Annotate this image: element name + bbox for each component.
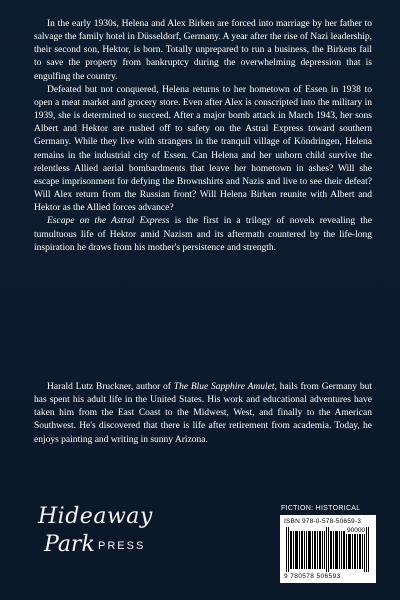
genre-label: FICTION: HISTORICAL (281, 505, 361, 512)
author-bio-rest: , hails from Germany but has spent his adult life in the United States. His work and educational adventures have taken him from the East Coast to the Midwest, West, and finally to the American Southwest. He's discovered that there is life after retirement from academia. Today, he enjoys painting and writing in sunny Arizona. (34, 382, 372, 445)
isbn-number: ISBN 978-0-578-50659-3 (284, 518, 362, 525)
author-bio-paragraph (34, 381, 372, 447)
publisher-logo-line-2: Park (44, 532, 95, 557)
synopsis-paragraph-3 (34, 215, 372, 254)
synopsis-paragraph-1: In the early 1930s, Helena and Alex Birken are forced into marriage by her father to salvage the family hotel in Düsseldorf, Germany. A year after the rise of Nazi leadership, their second son, Hektor, is born. Totally unprepared to run a business, the Birkens fail to save the property from bankruptcy during the overwhelming depression that is engulfing the country. (34, 19, 372, 82)
publisher-logo-line-1: Hideaway (38, 504, 153, 529)
previous-book-title: The Blue Sapphire Amulet (173, 382, 275, 392)
book-synopsis (34, 18, 372, 255)
author-bio (34, 381, 372, 447)
author-bio-start: Harald Lutz Bruckner, author of (47, 382, 174, 392)
publisher-logo (34, 500, 154, 576)
synopsis-paragraph-3-text: is the first in a trilogy of novels revealing the tumultuous life of Hektor amid Nazism and its aftermath countered by the life-long inspiration he draws from his mother's persistence and strength. (34, 216, 372, 253)
price-code: 90000 (347, 527, 366, 534)
publisher-logo-line-3: PRESS (98, 540, 146, 552)
isbn-barcode (280, 515, 376, 583)
book-title: Escape on the Astral Express (47, 216, 170, 227)
synopsis-paragraph-2: Defeated but not conquered, Helena returns to her hometown of Essen in 1938 to open a meat market and grocery store. Even after Alex is conscripted into the military in 1939, she is determined to succeed. After a major bomb attack in March 1943, her sons Albert and Hektor are rushed off to safety on the Astral Express toward southern Germany. While they live with strangers in the tranquil village of Köndringen, Helena remains in the industrial city of Essen. Can Helena and her unborn child survive the relentless Allied aerial bombardments that leave her hometown in ashes? Will she escape imprisonment for defying the Brownshirts and Nazis and live to see their defeat? Will Alex return from the Russian front? Will Helena Birken reunite with Albert and Hektor as the Allied forces advance? (34, 84, 372, 214)
barcode-number: 9 780578 506593 (284, 573, 341, 580)
